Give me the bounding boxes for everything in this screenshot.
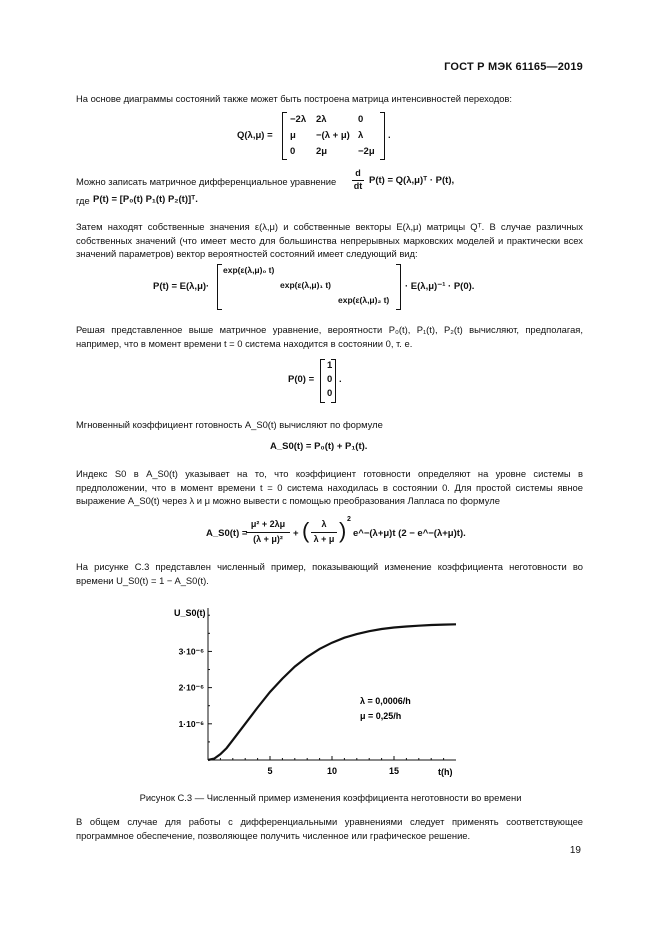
q-cell: −(λ + μ) bbox=[316, 130, 350, 141]
x-tick-label: 10 bbox=[326, 766, 338, 776]
as0-denominator: (λ + μ)² bbox=[253, 534, 283, 544]
diag-entry: exp(ε(λ,μ)₂ t) bbox=[338, 295, 390, 305]
document-header: ГОСТ Р МЭК 61165—2019 bbox=[444, 61, 583, 73]
paragraph-index-s0: Индекс S0 в A_S0(t) указывает на то, что коэффициент готовности определяют на уровне системы в предположении, что в момент времени t = 0 система находилась в состоянии 0. Для простой системы явное выражение A_S0(t) через λ и μ можно вывести с помощью преобразования Лапласа по формуле bbox=[76, 468, 583, 507]
paragraph-availability: Мгновенный коэффициент готовность A_S0(t) вычисляют по формуле bbox=[76, 419, 383, 430]
document-page: ГОСТ Р МЭК 61165—2019 На основе диаграммы состояний также может быть построена матрица интенсивностей переходов: Q(λ,μ) = −2λ 2λ 0 μ −(λ + μ) λ 0 2μ −2μ . Можно записать матричное дифференциальное уравнение d dt P(t) = Q(λ,μ)ᵀ · P(t), где P(t) = [P₀(t) P₁(t) P₂(t)]ᵀ. Затем находят собственные значения ε(λ,μ) и собственные векторы E(λ,μ) матрицы Qᵀ. В случае различных собственных значений (что имеет место для большинства непрерывных марковских моделей и практически всех значений параметров) вектор вероятностей состояний имеет следующий вид: P(t) = E(λ,μ)· exp(ε(λ,μ)₀ t) exp(ε(λ,μ)₁ t) exp(ε(λ,μ)₂ t) · E(λ,μ)⁻¹ · P(0). Решая представленное выше матричное уравнение, вероятности P₀(t), P₁(t), P₂(t) вычисляют, предполагая, например, что в момент времени t = 0 система находится в состоянии 0, т. е. P(0) = 1 0 0 . Мгновенный коэффициент готовность A_S0(t) вычисляют по формуле A_S0(t) = P₀(t) + P₁(t). Индекс S0 в A_S0(t) указывает на то, что коэффициент готовности определяют на уровне системы в предположении, что в момент времени t = 0 система находилась в состоянии 0. Для простой системы явное выражение A_S0(t) через λ и μ можно вывести с помощью преобразования Лапласа по формуле A_S0(t) = μ² + 2λμ (λ + μ)² + ( λ λ + μ ) 2 e^−(λ+μ)t (2 − e^−(λ+μ)t). На рисунке С.3 представлен численный пример, показывающий изменение коэффициента неготовности во времени U_S0(t) = 1 − A_S0(t). 5 10 15 1·10⁻⁶ 2·10⁻⁶ 3·10⁻⁶ U_S0(t) t(h) λ = 0,0006/h μ = 0,25/h Рисунок С.3 — Численный пример изменения коэффициента неготовности во времени В общем случае для работы с дифференциальными уравнениями следует применять соответствующее программное обеспечение, позволяющее получить численное или графическое решение. 19 bbox=[0, 0, 661, 935]
q-cell: 2μ bbox=[316, 146, 328, 157]
vec-entry: 0 bbox=[327, 374, 333, 385]
vec-entry: 0 bbox=[327, 388, 333, 399]
q-cell: μ bbox=[290, 130, 296, 141]
diag-entry: exp(ε(λ,μ)₁ t) bbox=[280, 280, 331, 290]
paragraph-figure-ref: На рисунке С.3 представлен численный пример, показывающий изменение коэффициента неготовности во времени U_S0(t) = 1 − A_S0(t). bbox=[76, 561, 583, 586]
q-cell: 0 bbox=[358, 114, 364, 125]
x-axis-label: t(h) bbox=[438, 767, 453, 777]
left-bracket bbox=[282, 112, 287, 160]
as0-lambda: λ bbox=[321, 519, 327, 529]
y-tick-label: 3·10⁻⁶ bbox=[178, 646, 204, 657]
figure-caption: Рисунок С.3 — Численный пример изменения коэффициента неготовности во времени bbox=[139, 792, 522, 803]
as0-numerator: μ² + 2λμ bbox=[250, 519, 286, 529]
right-bracket bbox=[396, 264, 401, 310]
paragraph-solution: Решая представленное выше матричное уравнение, вероятности P₀(t), P₁(t), P₂(t) вычисляют, предполагая, например, что в момент времени t = 0 система находится в состоянии 0, т. е. bbox=[76, 324, 583, 349]
q-cell: −2λ bbox=[290, 114, 307, 125]
paragraph-matrix-intro: На основе диаграммы состояний также может быть построена матрица интенсивностей переходов: bbox=[76, 93, 513, 104]
diag-entry: exp(ε(λ,μ)₀ t) bbox=[223, 265, 275, 275]
q-cell: λ bbox=[358, 130, 364, 141]
pt-lhs: P(t) = E(λ,μ)· bbox=[153, 281, 210, 292]
paragraph-eigen: Затем находят собственные значения ε(λ,μ) и собственные векторы E(λ,μ) матрицы Qᵀ. В случае различных собственных значений (что имеет место для большинства непрерывных марковских моделей и практически всех значений параметров) вектор вероятностей состояний имеет следующий вид: bbox=[76, 221, 583, 260]
y-tick-label: 1·10⁻⁶ bbox=[178, 718, 204, 729]
q-cell: −2μ bbox=[358, 146, 375, 157]
paragraph-conclusion: В общем случае для работы с дифференциальными уравнениями следует применять соответствующее программное обеспечение, позволяющее получить численное или графическое решение. bbox=[76, 816, 583, 841]
as0-lhs: A_S0(t) = bbox=[206, 528, 248, 539]
annotation-lambda: λ = 0,0006/h bbox=[360, 696, 411, 706]
series-line bbox=[208, 624, 456, 760]
equation-as0-def: A_S0(t) = P₀(t) + P₁(t). bbox=[270, 441, 368, 452]
frac-d: d bbox=[355, 168, 361, 178]
as0-tail: e^−(λ+μ)t (2 − e^−(λ+μ)t). bbox=[353, 528, 466, 539]
q-lhs: Q(λ,μ) = bbox=[237, 130, 273, 141]
y-axis-label: U_S0(t) bbox=[174, 608, 206, 618]
right-bracket bbox=[380, 112, 385, 160]
page-number: 19 bbox=[569, 845, 581, 856]
unavailability-chart bbox=[160, 598, 470, 788]
p0-lhs: P(0) = bbox=[288, 374, 315, 385]
q-cell: 2λ bbox=[316, 114, 327, 125]
right-bracket bbox=[331, 359, 336, 403]
pt-rhs: · E(λ,μ)⁻¹ · P(0). bbox=[405, 281, 475, 292]
y-tick-label: 2·10⁻⁶ bbox=[178, 682, 204, 693]
left-bracket bbox=[217, 264, 222, 310]
x-tick-label: 5 bbox=[267, 766, 273, 776]
q-cell: 0 bbox=[290, 146, 296, 157]
p-vector-def: P(t) = [P₀(t) P₁(t) P₂(t)]ᵀ. bbox=[93, 194, 198, 205]
frac-dt: dt bbox=[353, 181, 363, 191]
diff-eq-rhs: P(t) = Q(λ,μ)ᵀ · P(t), bbox=[369, 175, 455, 186]
vec-entry: 1 bbox=[327, 360, 333, 371]
x-tick-label: 15 bbox=[388, 766, 400, 776]
text-gde: где bbox=[76, 195, 90, 206]
as0-lambda-mu: λ + μ bbox=[313, 534, 335, 544]
left-bracket bbox=[320, 359, 325, 403]
annotation-mu: μ = 0,25/h bbox=[360, 711, 402, 721]
paragraph-diff-eq: Можно записать матричное дифференциальное уравнение bbox=[76, 176, 337, 187]
